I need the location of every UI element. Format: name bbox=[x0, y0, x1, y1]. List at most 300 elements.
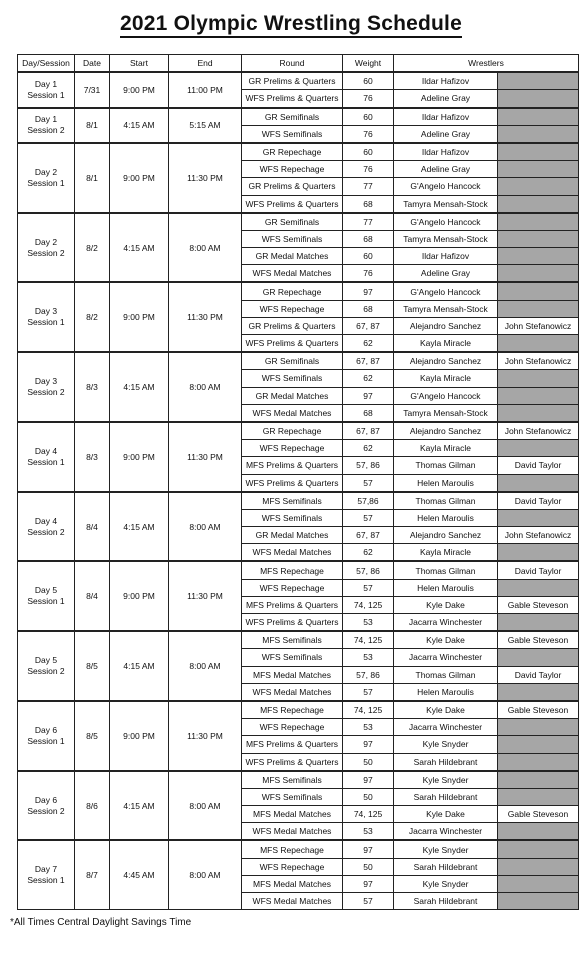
end-cell: 11:30 PM bbox=[169, 422, 242, 492]
wrestler-cell: Tamyra Mensah-Stock bbox=[394, 230, 498, 247]
table-row bbox=[18, 840, 579, 858]
weight-cell: 76 bbox=[343, 90, 394, 108]
session-label: Session 2 bbox=[27, 666, 65, 677]
start-cell: 9:00 PM bbox=[110, 561, 169, 631]
round-cell: WFS Semifinals bbox=[242, 370, 343, 387]
wrestler2-cell bbox=[498, 858, 579, 875]
weight-cell: 67, 87 bbox=[343, 352, 394, 370]
day-label: Day 1 bbox=[34, 114, 58, 125]
end-cell: 11:00 PM bbox=[169, 72, 242, 107]
wrestler2-cell bbox=[498, 265, 579, 283]
round-cell: WFS Prelims & Quarters bbox=[242, 474, 343, 492]
day-label: Day 2 bbox=[34, 236, 58, 247]
wrestler-cell: Kayla Miracle bbox=[394, 370, 498, 387]
round-cell: GR Prelims & Quarters bbox=[242, 317, 343, 334]
weight-cell: 97 bbox=[343, 840, 394, 858]
wrestler-cell: Helen Maroulis bbox=[394, 683, 498, 701]
date-cell: 8/6 bbox=[75, 771, 110, 841]
header-start: Start bbox=[110, 55, 169, 73]
end-cell: 8:00 AM bbox=[169, 213, 242, 283]
round-cell: GR Semifinals bbox=[242, 352, 343, 370]
session-label: Session 1 bbox=[27, 177, 65, 188]
end-cell: 11:30 PM bbox=[169, 143, 242, 213]
wrestler-cell: Adeline Gray bbox=[394, 125, 498, 143]
wrestler2-cell: Gable Steveson bbox=[498, 806, 579, 823]
start-cell: 9:00 PM bbox=[110, 72, 169, 107]
weight-cell: 77 bbox=[343, 178, 394, 195]
round-cell: WFS Semifinals bbox=[242, 788, 343, 805]
weight-cell: 60 bbox=[343, 248, 394, 265]
session-label: Session 1 bbox=[27, 89, 65, 100]
day-session-cell bbox=[18, 701, 75, 771]
table-row bbox=[18, 213, 579, 231]
wrestler-cell: Adeline Gray bbox=[394, 161, 498, 178]
wrestler2-cell: David Taylor bbox=[498, 457, 579, 474]
weight-cell: 62 bbox=[343, 544, 394, 562]
round-cell: WFS Repechage bbox=[242, 161, 343, 178]
wrestler2-cell bbox=[498, 90, 579, 108]
day-session-cell bbox=[18, 143, 75, 213]
wrestler-cell: Alejandro Sanchez bbox=[394, 317, 498, 334]
wrestler2-cell bbox=[498, 753, 579, 771]
weight-cell: 60 bbox=[343, 108, 394, 126]
session-group bbox=[18, 561, 579, 631]
wrestler-cell: Kayla Miracle bbox=[394, 544, 498, 562]
weight-cell: 97 bbox=[343, 771, 394, 789]
wrestler2-cell: Gable Steveson bbox=[498, 596, 579, 613]
weight-cell: 57, 86 bbox=[343, 666, 394, 683]
wrestler-cell: Jacarra Winchester bbox=[394, 823, 498, 841]
wrestler2-cell bbox=[498, 248, 579, 265]
day-label: Day 1 bbox=[34, 78, 58, 89]
wrestler-cell: Sarah Hildebrant bbox=[394, 788, 498, 805]
date-cell: 8/2 bbox=[75, 213, 110, 283]
wrestler-cell: Kyle Snyder bbox=[394, 840, 498, 858]
wrestler2-cell bbox=[498, 771, 579, 789]
wrestler-cell: G'Angelo Hancock bbox=[394, 282, 498, 300]
start-cell: 4:15 AM bbox=[110, 771, 169, 841]
weight-cell: 67, 87 bbox=[343, 422, 394, 440]
header-end: End bbox=[169, 55, 242, 73]
session-group bbox=[18, 422, 579, 492]
header-round: Round bbox=[242, 55, 343, 73]
weight-cell: 97 bbox=[343, 875, 394, 892]
wrestler-cell: Jacarra Winchester bbox=[394, 649, 498, 666]
end-cell: 11:30 PM bbox=[169, 561, 242, 631]
session-group bbox=[18, 631, 579, 701]
round-cell: MFS Prelims & Quarters bbox=[242, 457, 343, 474]
start-cell: 4:15 AM bbox=[110, 631, 169, 701]
round-cell: WFS Semifinals bbox=[242, 230, 343, 247]
wrestler-cell: G'Angelo Hancock bbox=[394, 213, 498, 231]
start-cell: 9:00 PM bbox=[110, 282, 169, 352]
date-cell: 8/4 bbox=[75, 561, 110, 631]
weight-cell: 68 bbox=[343, 404, 394, 422]
weight-cell: 50 bbox=[343, 858, 394, 875]
wrestler-cell: Kyle Dake bbox=[394, 631, 498, 649]
table-row bbox=[18, 352, 579, 370]
wrestler-cell: Ildar Hafizov bbox=[394, 143, 498, 161]
session-group bbox=[18, 840, 579, 909]
weight-cell: 62 bbox=[343, 440, 394, 457]
wrestler2-cell bbox=[498, 544, 579, 562]
session-label: Session 1 bbox=[27, 735, 65, 746]
wrestler2-cell bbox=[498, 649, 579, 666]
round-cell: GR Repechage bbox=[242, 422, 343, 440]
round-cell: GR Medal Matches bbox=[242, 527, 343, 544]
day-session-cell bbox=[18, 631, 75, 701]
wrestler-cell: Thomas Gilman bbox=[394, 561, 498, 579]
wrestler2-cell: David Taylor bbox=[498, 561, 579, 579]
round-cell: WFS Repechage bbox=[242, 719, 343, 736]
weight-cell: 68 bbox=[343, 230, 394, 247]
weight-cell: 67, 87 bbox=[343, 527, 394, 544]
round-cell: MFS Repechage bbox=[242, 840, 343, 858]
round-cell: MFS Repechage bbox=[242, 561, 343, 579]
wrestler2-cell: David Taylor bbox=[498, 666, 579, 683]
wrestler-cell: Kayla Miracle bbox=[394, 440, 498, 457]
wrestler2-cell bbox=[498, 125, 579, 143]
day-session-cell bbox=[18, 492, 75, 562]
wrestler-cell: Jacarra Winchester bbox=[394, 719, 498, 736]
wrestler2-cell bbox=[498, 335, 579, 353]
day-label: Day 4 bbox=[34, 515, 58, 526]
weight-cell: 67, 87 bbox=[343, 317, 394, 334]
round-cell: GR Repechage bbox=[242, 143, 343, 161]
round-cell: WFS Prelims & Quarters bbox=[242, 335, 343, 353]
wrestler2-cell bbox=[498, 509, 579, 526]
weight-cell: 57 bbox=[343, 683, 394, 701]
wrestler-cell: G'Angelo Hancock bbox=[394, 178, 498, 195]
table-row bbox=[18, 72, 579, 90]
weight-cell: 50 bbox=[343, 788, 394, 805]
date-cell: 8/5 bbox=[75, 631, 110, 701]
table-row bbox=[18, 631, 579, 649]
round-cell: WFS Prelims & Quarters bbox=[242, 195, 343, 213]
wrestler2-cell bbox=[498, 72, 579, 90]
header-row bbox=[18, 55, 579, 73]
wrestler2-cell: Gable Steveson bbox=[498, 631, 579, 649]
round-cell: WFS Medal Matches bbox=[242, 683, 343, 701]
end-cell: 11:30 PM bbox=[169, 701, 242, 771]
wrestler2-cell bbox=[498, 195, 579, 213]
end-cell: 11:30 PM bbox=[169, 282, 242, 352]
end-cell: 8:00 AM bbox=[169, 352, 242, 422]
day-session-cell bbox=[18, 108, 75, 143]
wrestler-cell: Helen Maroulis bbox=[394, 579, 498, 596]
round-cell: WFS Semifinals bbox=[242, 125, 343, 143]
header-wrestlers: Wrestlers bbox=[394, 55, 579, 73]
weight-cell: 53 bbox=[343, 823, 394, 841]
round-cell: MFS Medal Matches bbox=[242, 806, 343, 823]
wrestler-cell: Ildar Hafizov bbox=[394, 108, 498, 126]
round-cell: WFS Medal Matches bbox=[242, 265, 343, 283]
page-title bbox=[0, 12, 582, 36]
day-label: Day 6 bbox=[34, 724, 58, 735]
round-cell: WFS Medal Matches bbox=[242, 544, 343, 562]
end-cell: 8:00 AM bbox=[169, 631, 242, 701]
round-cell: GR Semifinals bbox=[242, 213, 343, 231]
weight-cell: 53 bbox=[343, 614, 394, 632]
wrestler2-cell: Gable Steveson bbox=[498, 701, 579, 719]
round-cell: WFS Prelims & Quarters bbox=[242, 753, 343, 771]
day-label: Day 7 bbox=[34, 864, 58, 875]
round-cell: WFS Medal Matches bbox=[242, 893, 343, 910]
round-cell: GR Prelims & Quarters bbox=[242, 178, 343, 195]
wrestler2-cell bbox=[498, 823, 579, 841]
date-cell: 8/2 bbox=[75, 282, 110, 352]
round-cell: WFS Semifinals bbox=[242, 649, 343, 666]
round-cell: MFS Semifinals bbox=[242, 492, 343, 510]
wrestler2-cell bbox=[498, 404, 579, 422]
weight-cell: 76 bbox=[343, 161, 394, 178]
wrestler2-cell bbox=[498, 736, 579, 753]
wrestler2-cell bbox=[498, 108, 579, 126]
start-cell: 4:45 AM bbox=[110, 840, 169, 909]
round-cell: WFS Repechage bbox=[242, 858, 343, 875]
date-cell: 8/4 bbox=[75, 492, 110, 562]
weight-cell: 74, 125 bbox=[343, 596, 394, 613]
end-cell: 5:15 AM bbox=[169, 108, 242, 143]
day-label: Day 5 bbox=[34, 585, 58, 596]
weight-cell: 62 bbox=[343, 370, 394, 387]
day-session-cell bbox=[18, 840, 75, 909]
round-cell: WFS Medal Matches bbox=[242, 823, 343, 841]
wrestler-cell: Kyle Dake bbox=[394, 806, 498, 823]
session-group bbox=[18, 492, 579, 562]
wrestler-cell: Sarah Hildebrant bbox=[394, 893, 498, 910]
round-cell: MFS Medal Matches bbox=[242, 875, 343, 892]
wrestler2-cell bbox=[498, 300, 579, 317]
round-cell: WFS Repechage bbox=[242, 300, 343, 317]
wrestler-cell: Kyle Snyder bbox=[394, 771, 498, 789]
wrestler2-cell bbox=[498, 230, 579, 247]
date-cell: 8/7 bbox=[75, 840, 110, 909]
start-cell: 9:00 PM bbox=[110, 422, 169, 492]
session-label: Session 2 bbox=[27, 526, 65, 537]
table-row bbox=[18, 422, 579, 440]
weight-cell: 57 bbox=[343, 509, 394, 526]
wrestler-cell: Thomas Gilman bbox=[394, 457, 498, 474]
wrestler2-cell: John Stefanowicz bbox=[498, 352, 579, 370]
wrestler-cell: Adeline Gray bbox=[394, 265, 498, 283]
wrestler-cell: Tamyra Mensah-Stock bbox=[394, 404, 498, 422]
session-label: Session 1 bbox=[27, 875, 65, 886]
date-cell: 8/1 bbox=[75, 143, 110, 213]
header-day-session: Day/Session bbox=[18, 55, 75, 73]
wrestler-cell: Tamyra Mensah-Stock bbox=[394, 195, 498, 213]
weight-cell: 57 bbox=[343, 474, 394, 492]
weight-cell: 68 bbox=[343, 300, 394, 317]
round-cell: MFS Medal Matches bbox=[242, 666, 343, 683]
day-label: Day 2 bbox=[34, 166, 58, 177]
wrestler-cell: Adeline Gray bbox=[394, 90, 498, 108]
table-row bbox=[18, 143, 579, 161]
wrestler2-cell bbox=[498, 440, 579, 457]
session-group bbox=[18, 352, 579, 422]
wrestler2-cell bbox=[498, 893, 579, 910]
title-text: 2021 Olympic Wrestling Schedule bbox=[120, 12, 462, 38]
session-label: Session 2 bbox=[27, 387, 65, 398]
start-cell: 4:15 AM bbox=[110, 213, 169, 283]
wrestler2-cell bbox=[498, 788, 579, 805]
round-cell: MFS Semifinals bbox=[242, 771, 343, 789]
round-cell: WFS Repechage bbox=[242, 440, 343, 457]
wrestler-cell: Alejandro Sanchez bbox=[394, 422, 498, 440]
round-cell: WFS Medal Matches bbox=[242, 404, 343, 422]
session-label: Session 2 bbox=[27, 125, 65, 136]
wrestler-cell: Kyle Snyder bbox=[394, 736, 498, 753]
start-cell: 4:15 AM bbox=[110, 352, 169, 422]
day-label: Day 3 bbox=[34, 376, 58, 387]
weight-cell: 74, 125 bbox=[343, 631, 394, 649]
day-session-cell bbox=[18, 282, 75, 352]
weight-cell: 76 bbox=[343, 125, 394, 143]
date-cell: 8/3 bbox=[75, 422, 110, 492]
table-row bbox=[18, 282, 579, 300]
wrestler2-cell bbox=[498, 143, 579, 161]
round-cell: MFS Prelims & Quarters bbox=[242, 736, 343, 753]
session-label: Session 2 bbox=[27, 247, 65, 258]
wrestler2-cell: John Stefanowicz bbox=[498, 527, 579, 544]
wrestler-cell: Ildar Hafizov bbox=[394, 72, 498, 90]
day-session-cell bbox=[18, 72, 75, 107]
weight-cell: 97 bbox=[343, 387, 394, 404]
date-cell: 8/3 bbox=[75, 352, 110, 422]
day-session-cell bbox=[18, 422, 75, 492]
wrestler-cell: Thomas Gilman bbox=[394, 492, 498, 510]
table-header bbox=[18, 55, 579, 73]
round-cell: WFS Prelims & Quarters bbox=[242, 614, 343, 632]
start-cell: 9:00 PM bbox=[110, 143, 169, 213]
start-cell: 4:15 AM bbox=[110, 108, 169, 143]
footnote: *All Times Central Daylight Savings Time bbox=[10, 917, 192, 928]
wrestler2-cell bbox=[498, 387, 579, 404]
weight-cell: 60 bbox=[343, 143, 394, 161]
round-cell: WFS Repechage bbox=[242, 579, 343, 596]
weight-cell: 57 bbox=[343, 579, 394, 596]
wrestler-cell: Helen Maroulis bbox=[394, 509, 498, 526]
wrestler2-cell bbox=[498, 370, 579, 387]
session-label: Session 1 bbox=[27, 596, 65, 607]
round-cell: MFS Semifinals bbox=[242, 631, 343, 649]
end-cell: 8:00 AM bbox=[169, 840, 242, 909]
wrestler-cell: Alejandro Sanchez bbox=[394, 352, 498, 370]
day-label: Day 6 bbox=[34, 794, 58, 805]
wrestler-cell: Kyle Dake bbox=[394, 701, 498, 719]
wrestler2-cell: David Taylor bbox=[498, 492, 579, 510]
date-cell: 8/1 bbox=[75, 108, 110, 143]
table-row bbox=[18, 701, 579, 719]
wrestler-cell: Sarah Hildebrant bbox=[394, 858, 498, 875]
round-cell: GR Medal Matches bbox=[242, 387, 343, 404]
wrestler2-cell bbox=[498, 614, 579, 632]
start-cell: 4:15 AM bbox=[110, 492, 169, 562]
session-label: Session 2 bbox=[27, 805, 65, 816]
weight-cell: 53 bbox=[343, 649, 394, 666]
wrestler-cell: Kyle Dake bbox=[394, 596, 498, 613]
wrestler-cell: Kayla Miracle bbox=[394, 335, 498, 353]
weight-cell: 57 bbox=[343, 893, 394, 910]
day-session-cell bbox=[18, 213, 75, 283]
wrestler-cell: Tamyra Mensah-Stock bbox=[394, 300, 498, 317]
table-row bbox=[18, 771, 579, 789]
weight-cell: 57,86 bbox=[343, 492, 394, 510]
wrestler-cell: Kyle Snyder bbox=[394, 875, 498, 892]
wrestler-cell: Sarah Hildebrant bbox=[394, 753, 498, 771]
start-cell: 9:00 PM bbox=[110, 701, 169, 771]
round-cell: WFS Prelims & Quarters bbox=[242, 90, 343, 108]
round-cell: MFS Prelims & Quarters bbox=[242, 596, 343, 613]
day-session-cell bbox=[18, 352, 75, 422]
weight-cell: 74, 125 bbox=[343, 806, 394, 823]
day-label: Day 3 bbox=[34, 306, 58, 317]
table-row bbox=[18, 108, 579, 126]
weight-cell: 77 bbox=[343, 213, 394, 231]
wrestler2-cell bbox=[498, 840, 579, 858]
session-label: Session 1 bbox=[27, 456, 65, 467]
round-cell: GR Medal Matches bbox=[242, 248, 343, 265]
wrestler-cell: Ildar Hafizov bbox=[394, 248, 498, 265]
weight-cell: 50 bbox=[343, 753, 394, 771]
session-label: Session 1 bbox=[27, 317, 65, 328]
wrestler2-cell bbox=[498, 474, 579, 492]
day-label: Day 4 bbox=[34, 445, 58, 456]
wrestler-cell: Helen Maroulis bbox=[394, 474, 498, 492]
wrestler2-cell bbox=[498, 161, 579, 178]
date-cell: 7/31 bbox=[75, 72, 110, 107]
round-cell: GR Semifinals bbox=[242, 108, 343, 126]
weight-cell: 74, 125 bbox=[343, 701, 394, 719]
wrestler2-cell bbox=[498, 213, 579, 231]
weight-cell: 60 bbox=[343, 72, 394, 90]
round-cell: GR Repechage bbox=[242, 282, 343, 300]
round-cell: WFS Semifinals bbox=[242, 509, 343, 526]
end-cell: 8:00 AM bbox=[169, 771, 242, 841]
header-date: Date bbox=[75, 55, 110, 73]
weight-cell: 97 bbox=[343, 282, 394, 300]
wrestler-cell: Jacarra Winchester bbox=[394, 614, 498, 632]
table-row bbox=[18, 561, 579, 579]
session-group bbox=[18, 282, 579, 352]
wrestler2-cell bbox=[498, 683, 579, 701]
day-session-cell bbox=[18, 771, 75, 841]
end-cell: 8:00 AM bbox=[169, 492, 242, 562]
session-group bbox=[18, 701, 579, 771]
round-cell: MFS Repechage bbox=[242, 701, 343, 719]
weight-cell: 57, 86 bbox=[343, 457, 394, 474]
weight-cell: 62 bbox=[343, 335, 394, 353]
day-label: Day 5 bbox=[34, 655, 58, 666]
session-group bbox=[18, 143, 579, 213]
weight-cell: 76 bbox=[343, 265, 394, 283]
wrestler2-cell bbox=[498, 875, 579, 892]
weight-cell: 57, 86 bbox=[343, 561, 394, 579]
header-weight: Weight bbox=[343, 55, 394, 73]
day-session-cell bbox=[18, 561, 75, 631]
wrestler2-cell bbox=[498, 282, 579, 300]
wrestler2-cell bbox=[498, 579, 579, 596]
date-cell: 8/5 bbox=[75, 701, 110, 771]
session-group bbox=[18, 72, 579, 107]
weight-cell: 97 bbox=[343, 736, 394, 753]
wrestler2-cell bbox=[498, 719, 579, 736]
wrestler-cell: G'Angelo Hancock bbox=[394, 387, 498, 404]
wrestler2-cell: John Stefanowicz bbox=[498, 317, 579, 334]
wrestler2-cell: John Stefanowicz bbox=[498, 422, 579, 440]
weight-cell: 53 bbox=[343, 719, 394, 736]
session-group bbox=[18, 771, 579, 841]
